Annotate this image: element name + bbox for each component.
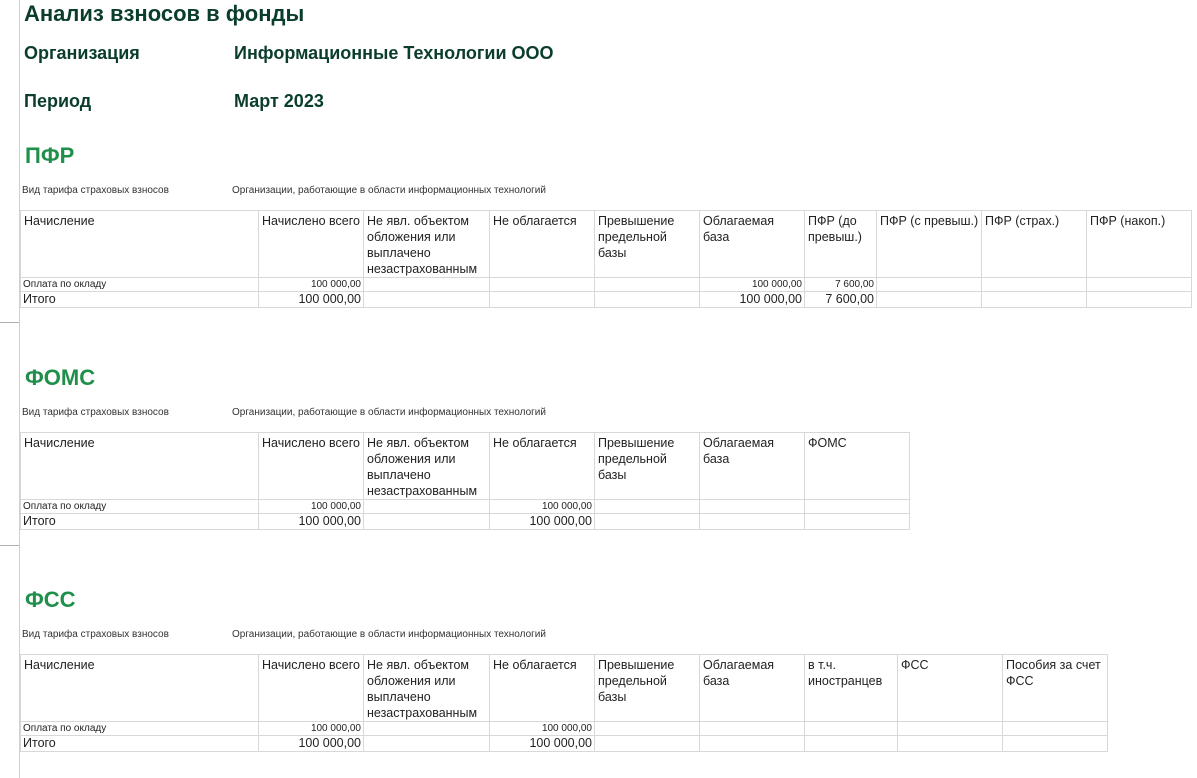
table-cell: 100 000,00 bbox=[490, 500, 595, 514]
table-cell: 100 000,00 bbox=[259, 736, 364, 752]
table-row bbox=[21, 722, 1108, 736]
table-cell: 100 000,00 bbox=[259, 500, 364, 514]
column-header: Превышение предельной базы bbox=[595, 433, 700, 500]
table-cell bbox=[1003, 722, 1108, 736]
foms-table bbox=[20, 432, 910, 530]
section-title: ПФР bbox=[25, 143, 75, 168]
table-cell bbox=[805, 722, 898, 736]
section-title: ФСС bbox=[25, 587, 76, 612]
table-cell bbox=[364, 722, 490, 736]
table-cell: 100 000,00 bbox=[700, 292, 805, 308]
column-header: Облагаемая база bbox=[700, 211, 805, 278]
table-cell bbox=[595, 514, 700, 530]
table-cell bbox=[805, 736, 898, 752]
period-value: Март 2023 bbox=[234, 91, 324, 111]
column-header: Начисление bbox=[21, 433, 259, 500]
org-value: Информационные Технологии ООО bbox=[234, 43, 554, 63]
tariff-value: Организации, работающие в области информационных технологий bbox=[232, 185, 546, 196]
table-cell bbox=[364, 292, 490, 308]
column-header: ФСС bbox=[898, 655, 1003, 722]
table-row bbox=[21, 500, 910, 514]
column-header: ФОМС bbox=[805, 433, 910, 500]
table-cell bbox=[595, 736, 700, 752]
column-header: Не облагается bbox=[490, 211, 595, 278]
column-header: Не облагается bbox=[490, 655, 595, 722]
table-cell bbox=[595, 722, 700, 736]
column-header: Не явл. объектом обложения или выплачено незастрахованным bbox=[364, 655, 490, 722]
org-label: Организация bbox=[24, 43, 140, 63]
column-header: ПФР (с превыш.) bbox=[877, 211, 982, 278]
table-cell: Итого bbox=[21, 736, 259, 752]
table-cell bbox=[805, 514, 910, 530]
pfr-table bbox=[20, 210, 1192, 308]
table-cell: 7 600,00 bbox=[805, 278, 877, 292]
column-header: Пособия за счет ФСС bbox=[1003, 655, 1108, 722]
table-cell bbox=[982, 278, 1087, 292]
table-cell bbox=[982, 292, 1087, 308]
table-cell bbox=[805, 500, 910, 514]
column-header: Не явл. объектом обложения или выплачено незастрахованным bbox=[364, 433, 490, 500]
gutter-tick bbox=[0, 322, 19, 323]
table-cell bbox=[595, 278, 700, 292]
table-cell: 100 000,00 bbox=[700, 278, 805, 292]
total-row bbox=[21, 514, 910, 530]
column-header: Начислено всего bbox=[259, 655, 364, 722]
table-cell: Оплата по окладу bbox=[21, 278, 259, 292]
table-cell bbox=[700, 500, 805, 514]
column-header: Начисление bbox=[21, 211, 259, 278]
column-header: ПФР (страх.) bbox=[982, 211, 1087, 278]
tariff-value: Организации, работающие в области информационных технологий bbox=[232, 407, 546, 418]
fss-table bbox=[20, 654, 1108, 752]
column-header: Начисление bbox=[21, 655, 259, 722]
table-cell bbox=[877, 292, 982, 308]
table-cell: Итого bbox=[21, 514, 259, 530]
table-cell bbox=[877, 278, 982, 292]
tariff-label: Вид тарифа страховых взносов bbox=[22, 629, 169, 640]
table-cell bbox=[1003, 736, 1108, 752]
column-header: ПФР (до превыш.) bbox=[805, 211, 877, 278]
table-cell bbox=[490, 292, 595, 308]
column-header: ПФР (накоп.) bbox=[1087, 211, 1192, 278]
table-cell: 100 000,00 bbox=[490, 736, 595, 752]
table-cell bbox=[364, 278, 490, 292]
table-cell: 100 000,00 bbox=[259, 722, 364, 736]
tariff-label: Вид тарифа страховых взносов bbox=[22, 185, 169, 196]
table-cell: 100 000,00 bbox=[490, 722, 595, 736]
table-cell: 100 000,00 bbox=[259, 278, 364, 292]
table-row bbox=[21, 278, 1192, 292]
table-cell: 100 000,00 bbox=[259, 514, 364, 530]
tariff-value: Организации, работающие в области информационных технологий bbox=[232, 629, 546, 640]
column-header: Превышение предельной базы bbox=[595, 655, 700, 722]
table-cell: 100 000,00 bbox=[490, 514, 595, 530]
table-cell: 7 600,00 bbox=[805, 292, 877, 308]
table-cell bbox=[364, 736, 490, 752]
table-cell bbox=[898, 736, 1003, 752]
section-title: ФОМС bbox=[25, 365, 96, 390]
table-cell bbox=[364, 500, 490, 514]
total-row bbox=[21, 736, 1108, 752]
column-header: Не явл. объектом обложения или выплачено незастрахованным bbox=[364, 211, 490, 278]
column-header: Превышение предельной базы bbox=[595, 211, 700, 278]
gutter-tick bbox=[0, 545, 19, 546]
column-header: в т.ч. иностранцев bbox=[805, 655, 898, 722]
table-cell bbox=[1087, 292, 1192, 308]
table-cell: 100 000,00 bbox=[259, 292, 364, 308]
table-cell bbox=[700, 722, 805, 736]
column-header: Начислено всего bbox=[259, 211, 364, 278]
tariff-label: Вид тарифа страховых взносов bbox=[22, 407, 169, 418]
column-header: Не облагается bbox=[490, 433, 595, 500]
table-cell bbox=[364, 514, 490, 530]
table-cell: Итого bbox=[21, 292, 259, 308]
table-cell bbox=[898, 722, 1003, 736]
column-header: Начислено всего bbox=[259, 433, 364, 500]
column-header: Облагаемая база bbox=[700, 655, 805, 722]
report-title: Анализ взносов в фонды bbox=[24, 1, 305, 26]
total-row bbox=[21, 292, 1192, 308]
table-cell: Оплата по окладу bbox=[21, 722, 259, 736]
table-cell bbox=[1087, 278, 1192, 292]
period-label: Период bbox=[24, 91, 92, 111]
table-cell: Оплата по окладу bbox=[21, 500, 259, 514]
table-cell bbox=[595, 292, 700, 308]
table-cell bbox=[490, 278, 595, 292]
table-cell bbox=[700, 514, 805, 530]
column-header: Облагаемая база bbox=[700, 433, 805, 500]
table-cell bbox=[595, 500, 700, 514]
table-cell bbox=[700, 736, 805, 752]
